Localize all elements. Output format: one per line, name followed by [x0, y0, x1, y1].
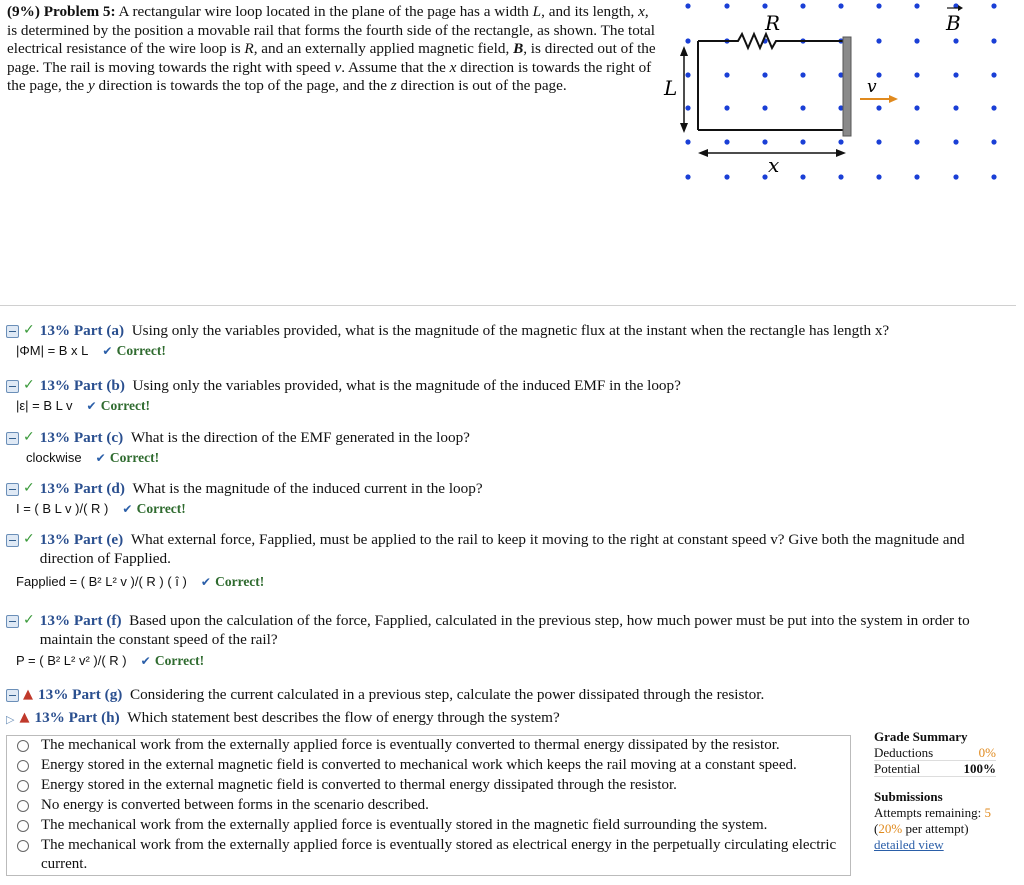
- radio-button[interactable]: [17, 800, 29, 812]
- potential-row: [874, 761, 996, 777]
- part-b-status: ✔ Correct!: [87, 398, 150, 413]
- option-5-text: The mechanical work from the externally applied force is eventually stored in the magnetic field surrounding the system.: [41, 817, 768, 833]
- label-B: B: [946, 11, 961, 35]
- part-a: [6, 321, 1016, 359]
- check-icon: ✓: [23, 531, 35, 547]
- field-dot-35: [953, 105, 958, 110]
- movable-rail: [843, 37, 851, 136]
- part-f-answer-row: [16, 653, 1016, 669]
- field-dot-4: [800, 3, 805, 8]
- label-R: R: [765, 11, 781, 35]
- option-1[interactable]: [7, 736, 850, 756]
- deductions-row: [874, 745, 996, 761]
- part-e-answer: Fapplied = ( B² L² v )/( R ) ( î ): [16, 574, 187, 589]
- part-d-question: What is the magnitude of the induced current in the loop?: [132, 480, 483, 497]
- check-icon: ✓: [23, 322, 35, 338]
- part-e-label: 13% Part (e): [39, 531, 124, 548]
- field-dot-31: [800, 105, 805, 110]
- check-icon: ✓: [23, 429, 35, 445]
- field-dot-17: [953, 38, 958, 43]
- collapse-toggle-icon[interactable]: [6, 534, 19, 547]
- part-c-status: ✔ Correct!: [96, 450, 159, 465]
- part-a-answer: |ΦM| = B x L: [16, 343, 89, 358]
- option-6-text: The mechanical work from the externally applied force is eventually stored as electrical energy in the perpetually circulating electric current.: [41, 837, 837, 872]
- per-attempt: (20% per attempt): [874, 821, 969, 836]
- field-dot-21: [762, 72, 767, 77]
- part-b: [6, 376, 1016, 414]
- check-icon: ✓: [23, 377, 35, 393]
- part-c-answer: clockwise: [26, 450, 82, 465]
- part-b-answer: |ε| = B L v: [16, 398, 73, 413]
- per-attempt-pct: 20%: [878, 821, 903, 836]
- field-dot-3: [762, 3, 767, 8]
- field-dot-45: [991, 139, 996, 144]
- var-x-2: x: [449, 58, 457, 76]
- field-dot-40: [800, 139, 805, 144]
- problem-statement: [7, 3, 662, 96]
- field-dot-6: [876, 3, 881, 8]
- var-v: v: [334, 58, 342, 76]
- label-x: x: [768, 153, 780, 177]
- field-dot-2: [724, 3, 729, 8]
- part-h[interactable]: [6, 708, 1016, 729]
- part-g-question: Considering the current calculated in a previous step, calculate the power dissipated through the resistor.: [129, 686, 765, 703]
- field-dot-48: [762, 174, 767, 179]
- field-dot-38: [724, 139, 729, 144]
- part-f-label: 13% Part (f): [39, 612, 122, 629]
- expand-arrow-icon[interactable]: ▷: [6, 713, 15, 726]
- attempts-label: Attempts remaining:: [874, 805, 982, 820]
- answer-options: [6, 735, 851, 876]
- loop-diagram: [660, 0, 1024, 195]
- detailed-view-link[interactable]: detailed view: [874, 837, 944, 852]
- resistor: [698, 34, 845, 48]
- field-dot-24: [876, 72, 881, 77]
- part-c-answer-row: [26, 450, 1016, 466]
- part-g[interactable]: [6, 685, 1016, 704]
- part-f: [6, 611, 1016, 669]
- field-dot-41: [838, 139, 843, 144]
- per-attempt-text: per attempt): [905, 821, 969, 836]
- problem-text-5: , is directed out of the page. The rail is moving towards the right with speed: [7, 40, 656, 76]
- part-f-answer: P = ( B² L² v² )/( R ): [16, 653, 127, 668]
- length-arrow-head-right: [836, 149, 846, 157]
- radio-button[interactable]: [17, 820, 29, 832]
- field-dot-50: [838, 174, 843, 179]
- field-dot-37: [685, 139, 690, 144]
- field-dot-52: [914, 174, 919, 179]
- part-a-answer-row: [16, 343, 1016, 359]
- part-d-status: ✔ Correct!: [122, 501, 185, 516]
- collapse-toggle-icon[interactable]: [6, 325, 19, 338]
- part-b-answer-row: [16, 398, 1016, 414]
- attempts-remaining: [874, 805, 996, 821]
- part-e-answer-row: [16, 574, 1016, 590]
- field-dot-36: [991, 105, 996, 110]
- part-b-label: 13% Part (b): [39, 377, 125, 394]
- deductions-value: 0%: [978, 745, 996, 760]
- field-dot-33: [876, 105, 881, 110]
- field-dot-18: [991, 38, 996, 43]
- submissions-title: Submissions: [874, 789, 943, 804]
- var-L: L: [532, 3, 542, 20]
- field-dot-1: [685, 3, 690, 8]
- section-divider: [0, 305, 1016, 306]
- field-dot-10: [685, 38, 690, 43]
- part-d: [6, 479, 1016, 517]
- field-dot-26: [953, 72, 958, 77]
- field-dot-39: [762, 139, 767, 144]
- collapse-toggle-icon[interactable]: [6, 483, 19, 496]
- field-dot-49: [800, 174, 805, 179]
- problem-text-1: A rectangular wire loop located in the plane of the page has a width: [118, 3, 533, 20]
- field-dot-54: [991, 174, 996, 179]
- part-a-label: 13% Part (a): [39, 322, 125, 339]
- part-e-question: What external force, Fapplied, must be applied to the rail to keep it moving to the right at constant speed v? Give both the magnitude and direction of Fapplied.: [39, 531, 965, 567]
- collapse-toggle-icon[interactable]: [6, 380, 19, 393]
- potential-label: Potential: [874, 761, 921, 776]
- problem-text-4: , and an externally applied magnetic field,: [253, 40, 514, 58]
- check-icon: ✓: [23, 612, 35, 628]
- problem-text-7: direction is towards the right of the page, the: [7, 58, 652, 95]
- field-dot-30: [762, 105, 767, 110]
- option-4[interactable]: [7, 796, 850, 816]
- warning-icon: ▲: [19, 710, 30, 725]
- field-dot-43: [914, 139, 919, 144]
- collapse-toggle-icon[interactable]: [6, 432, 19, 445]
- field-dot-51: [876, 174, 881, 179]
- part-d-answer-row: [16, 501, 1016, 517]
- width-arrow-head-top: [680, 46, 688, 56]
- part-g-label: 13% Part (g): [38, 686, 123, 703]
- var-R: R: [244, 40, 254, 58]
- part-c: [6, 428, 1016, 466]
- field-dot-42: [876, 139, 881, 144]
- part-a-status: ✔ Correct!: [102, 343, 165, 358]
- part-d-answer: I = ( B L v )/( R ): [16, 501, 109, 516]
- option-4-text: No energy is converted between forms in the scenario described.: [41, 797, 429, 813]
- part-e: [6, 530, 1016, 590]
- var-x: x: [638, 3, 645, 20]
- grade-summary-title: Grade Summary: [874, 729, 968, 744]
- option-2[interactable]: [7, 756, 850, 776]
- option-3-text: Energy stored in the external magnetic field is converted to thermal energy dissipated through the resistor.: [41, 777, 677, 793]
- option-5[interactable]: [7, 816, 850, 836]
- radio-button[interactable]: [17, 760, 29, 772]
- collapse-toggle-icon[interactable]: [6, 615, 19, 628]
- option-3[interactable]: [7, 776, 850, 796]
- field-dot-5: [838, 3, 843, 8]
- field-dot-19: [685, 72, 690, 77]
- problem-label: Problem 5:: [43, 3, 116, 20]
- field-dot-27: [991, 72, 996, 77]
- part-c-question: What is the direction of the EMF generated in the loop?: [130, 429, 470, 446]
- part-b-question: Using only the variables provided, what is the magnitude of the induced EMF in the loop?: [132, 377, 681, 394]
- width-arrow-head-bottom: [680, 123, 688, 133]
- field-dot-46: [685, 174, 690, 179]
- field-dot-20: [724, 72, 729, 77]
- field-dot-16: [914, 38, 919, 43]
- field-dot-7: [914, 3, 919, 8]
- var-B: B: [513, 40, 524, 58]
- part-e-status: ✔ Correct!: [201, 574, 264, 589]
- field-dot-9: [991, 3, 996, 8]
- deductions-label: Deductions: [874, 745, 934, 760]
- label-v: v: [867, 77, 877, 97]
- field-dot-15: [876, 38, 881, 43]
- field-dot-28: [685, 105, 690, 110]
- check-icon: ✓: [23, 480, 35, 496]
- field-dot-25: [914, 72, 919, 77]
- label-L: L: [664, 76, 678, 100]
- velocity-arrow-head: [889, 95, 898, 103]
- field-dot-29: [724, 105, 729, 110]
- field-dot-44: [953, 139, 958, 144]
- problem-weight: (9%): [7, 3, 40, 20]
- part-h-label: 13% Part (h): [34, 709, 120, 726]
- option-6[interactable]: [7, 836, 850, 875]
- field-dot-47: [724, 174, 729, 179]
- field-dot-34: [914, 105, 919, 110]
- option-2-text: Energy stored in the external magnetic field is converted to mechanical work which keeps the rail moving at a constant speed.: [41, 757, 797, 773]
- part-a-question: Using only the variables provided, what is the magnitude of the magnetic flux at the instant when the rectangle has length x?: [131, 322, 890, 339]
- var-z: z: [390, 77, 397, 95]
- warning-icon: ▲: [23, 687, 33, 702]
- collapse-toggle-icon[interactable]: [6, 689, 19, 702]
- problem-text-9: direction is out of the page.: [396, 77, 567, 95]
- part-f-question: Based upon the calculation of the force, Fapplied, calculated in the previous step, how much power must be put into the system in order to maintain the constant speed of the rail?: [39, 612, 970, 648]
- var-y: y: [87, 77, 95, 95]
- part-h-question: Which statement best describes the flow of energy through the system?: [127, 709, 560, 726]
- radio-button[interactable]: [17, 840, 29, 852]
- attempts-value: 5: [984, 805, 991, 820]
- part-d-label: 13% Part (d): [39, 480, 125, 497]
- field-dot-53: [953, 174, 958, 179]
- field-dot-22: [800, 72, 805, 77]
- problem-text-3: , is determined by the position a movable rail that forms the fourth side of the rectangle, as shown. The total electrical resistance of the wire loop is: [7, 3, 655, 58]
- radio-button[interactable]: [17, 780, 29, 792]
- length-arrow-head-left: [698, 149, 708, 157]
- potential-value: 100%: [963, 761, 996, 776]
- problem-text-8: direction is towards the top of the page, and the: [94, 77, 391, 95]
- radio-button[interactable]: [17, 740, 29, 752]
- problem-text-6: . Assume that the: [341, 58, 450, 76]
- part-f-status: ✔ Correct!: [141, 653, 204, 668]
- problem-text-2: , and its length,: [541, 3, 639, 20]
- part-c-label: 13% Part (c): [39, 429, 124, 446]
- option-1-text: The mechanical work from the externally applied force is eventually converted to thermal energy dissipated by the resistor.: [41, 737, 780, 753]
- grade-summary: [874, 729, 996, 853]
